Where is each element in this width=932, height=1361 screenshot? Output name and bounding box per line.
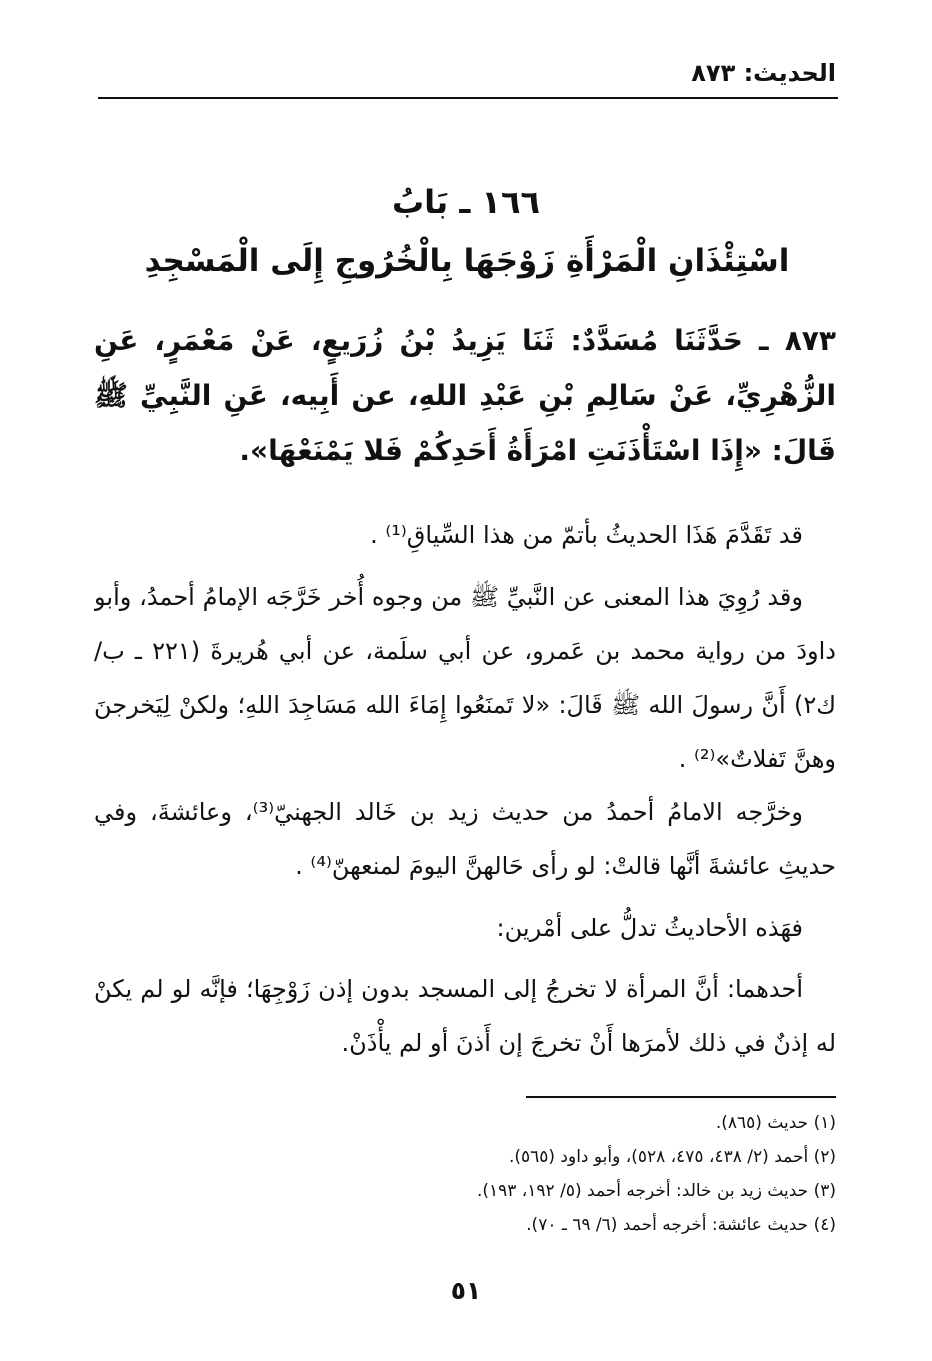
footnotes xyxy=(180,1106,836,1242)
footnote-1: (١) حديث (٨٦٥). xyxy=(715,1113,836,1133)
hadith-text: ـ حَدَّثَنَا مُسَدَّدٌ: ثَنَا يَزِيدُ بْنُ زُرَيعٍ، عَنْ مَعْمَرٍ، عَنِ الزُّهْرِيِّ، عَنْ سَالِمِ بْنِ عَبْدِ اللهِ، عن أَبِيه، عَنِ النَّبِيِّ ﷺ قَالَ: «إِذَا اسْتَأْذَنَتِ امْرَأَةُ أَحَدِكُمْ فَلا يَمْنَعْهَا». xyxy=(94,324,836,467)
paragraph-4: فهَذه الأحاديثُ تدلُّ على أمْرين: xyxy=(496,914,803,942)
footnote-4: (٤) حديث عائشة: أخرجه أحمد (٦/ ٦٩ ـ ٧٠). xyxy=(526,1215,836,1235)
footnote-2: (٢) أحمد (٢/ ٤٣٨، ٤٧٥، ٥٢٨)، وأبو داود (٥٦٥). xyxy=(508,1147,836,1167)
header-rule xyxy=(98,97,838,99)
paragraph-5: أحدهما: أنَّ المرأة لا تخرجُ إلى المسجد بدون إذن زَوْجِهَا؛ فإنَّه لو لم يكنْ له إذنٌ في ذلك لأمرَها أَنْ تخرجَ إن أَذنَ أو لم يأْذَنْ. xyxy=(94,975,836,1057)
paragraph-1: قد تَقَدَّمَ هَذَا الحديثُ بأتمّ من هذا السِّياقِ⁽¹⁾ . xyxy=(370,521,803,549)
page-number: ٥١ xyxy=(450,1276,482,1305)
chapter-title: اسْتِئْذَانِ الْمَرْأَةِ زَوْجَهَا بِالْخُرُوجِ إِلَى الْمَسْجِدِ xyxy=(144,243,790,279)
paragraph-3: وخرَّجه الامامُ أحمدُ من حديث زيد بن خَالد الجهنيّ⁽³⁾، وعائشةَ، وفي حديثِ عائشةَ أنَّها قالتْ: لو رأى حَالهنَّ اليومَ لمنعهنّ⁽⁴⁾ . xyxy=(94,798,836,880)
chapter-number: ١٦٦ ـ بَابُ xyxy=(392,183,540,221)
hadith-text-block xyxy=(94,313,836,478)
running-head: الحديث: ٨٧٣ xyxy=(691,59,836,87)
paragraph-2: وقد رُوِيَ هذا المعنى عن النَّبيِّ ﷺ من وجوه أُخر خَرَّجَه الإمامُ أحمدُ، وأبو داودَ من رواية محمد بن عَمرو، عن أبي سلَمة، عن أبي هُريرةَ (٢٢١ ـ ب/ك٢) أَنَّ رسولَ الله ﷺ قَالَ: «لا تَمنَعُوا إِمَاءَ الله مَسَاجِدَ اللهِ؛ ولكنْ لِيَخرجنَ وهنَّ تَفلاتٌ»⁽²⁾ . xyxy=(94,583,836,773)
footnote-rule xyxy=(526,1096,836,1098)
hadith-number: ٨٧٣ xyxy=(784,324,836,357)
footnote-3: (٣) حديث زيد بن خالد: أخرجه أحمد (٥/ ١٩٢، ١٩٣). xyxy=(476,1181,836,1201)
